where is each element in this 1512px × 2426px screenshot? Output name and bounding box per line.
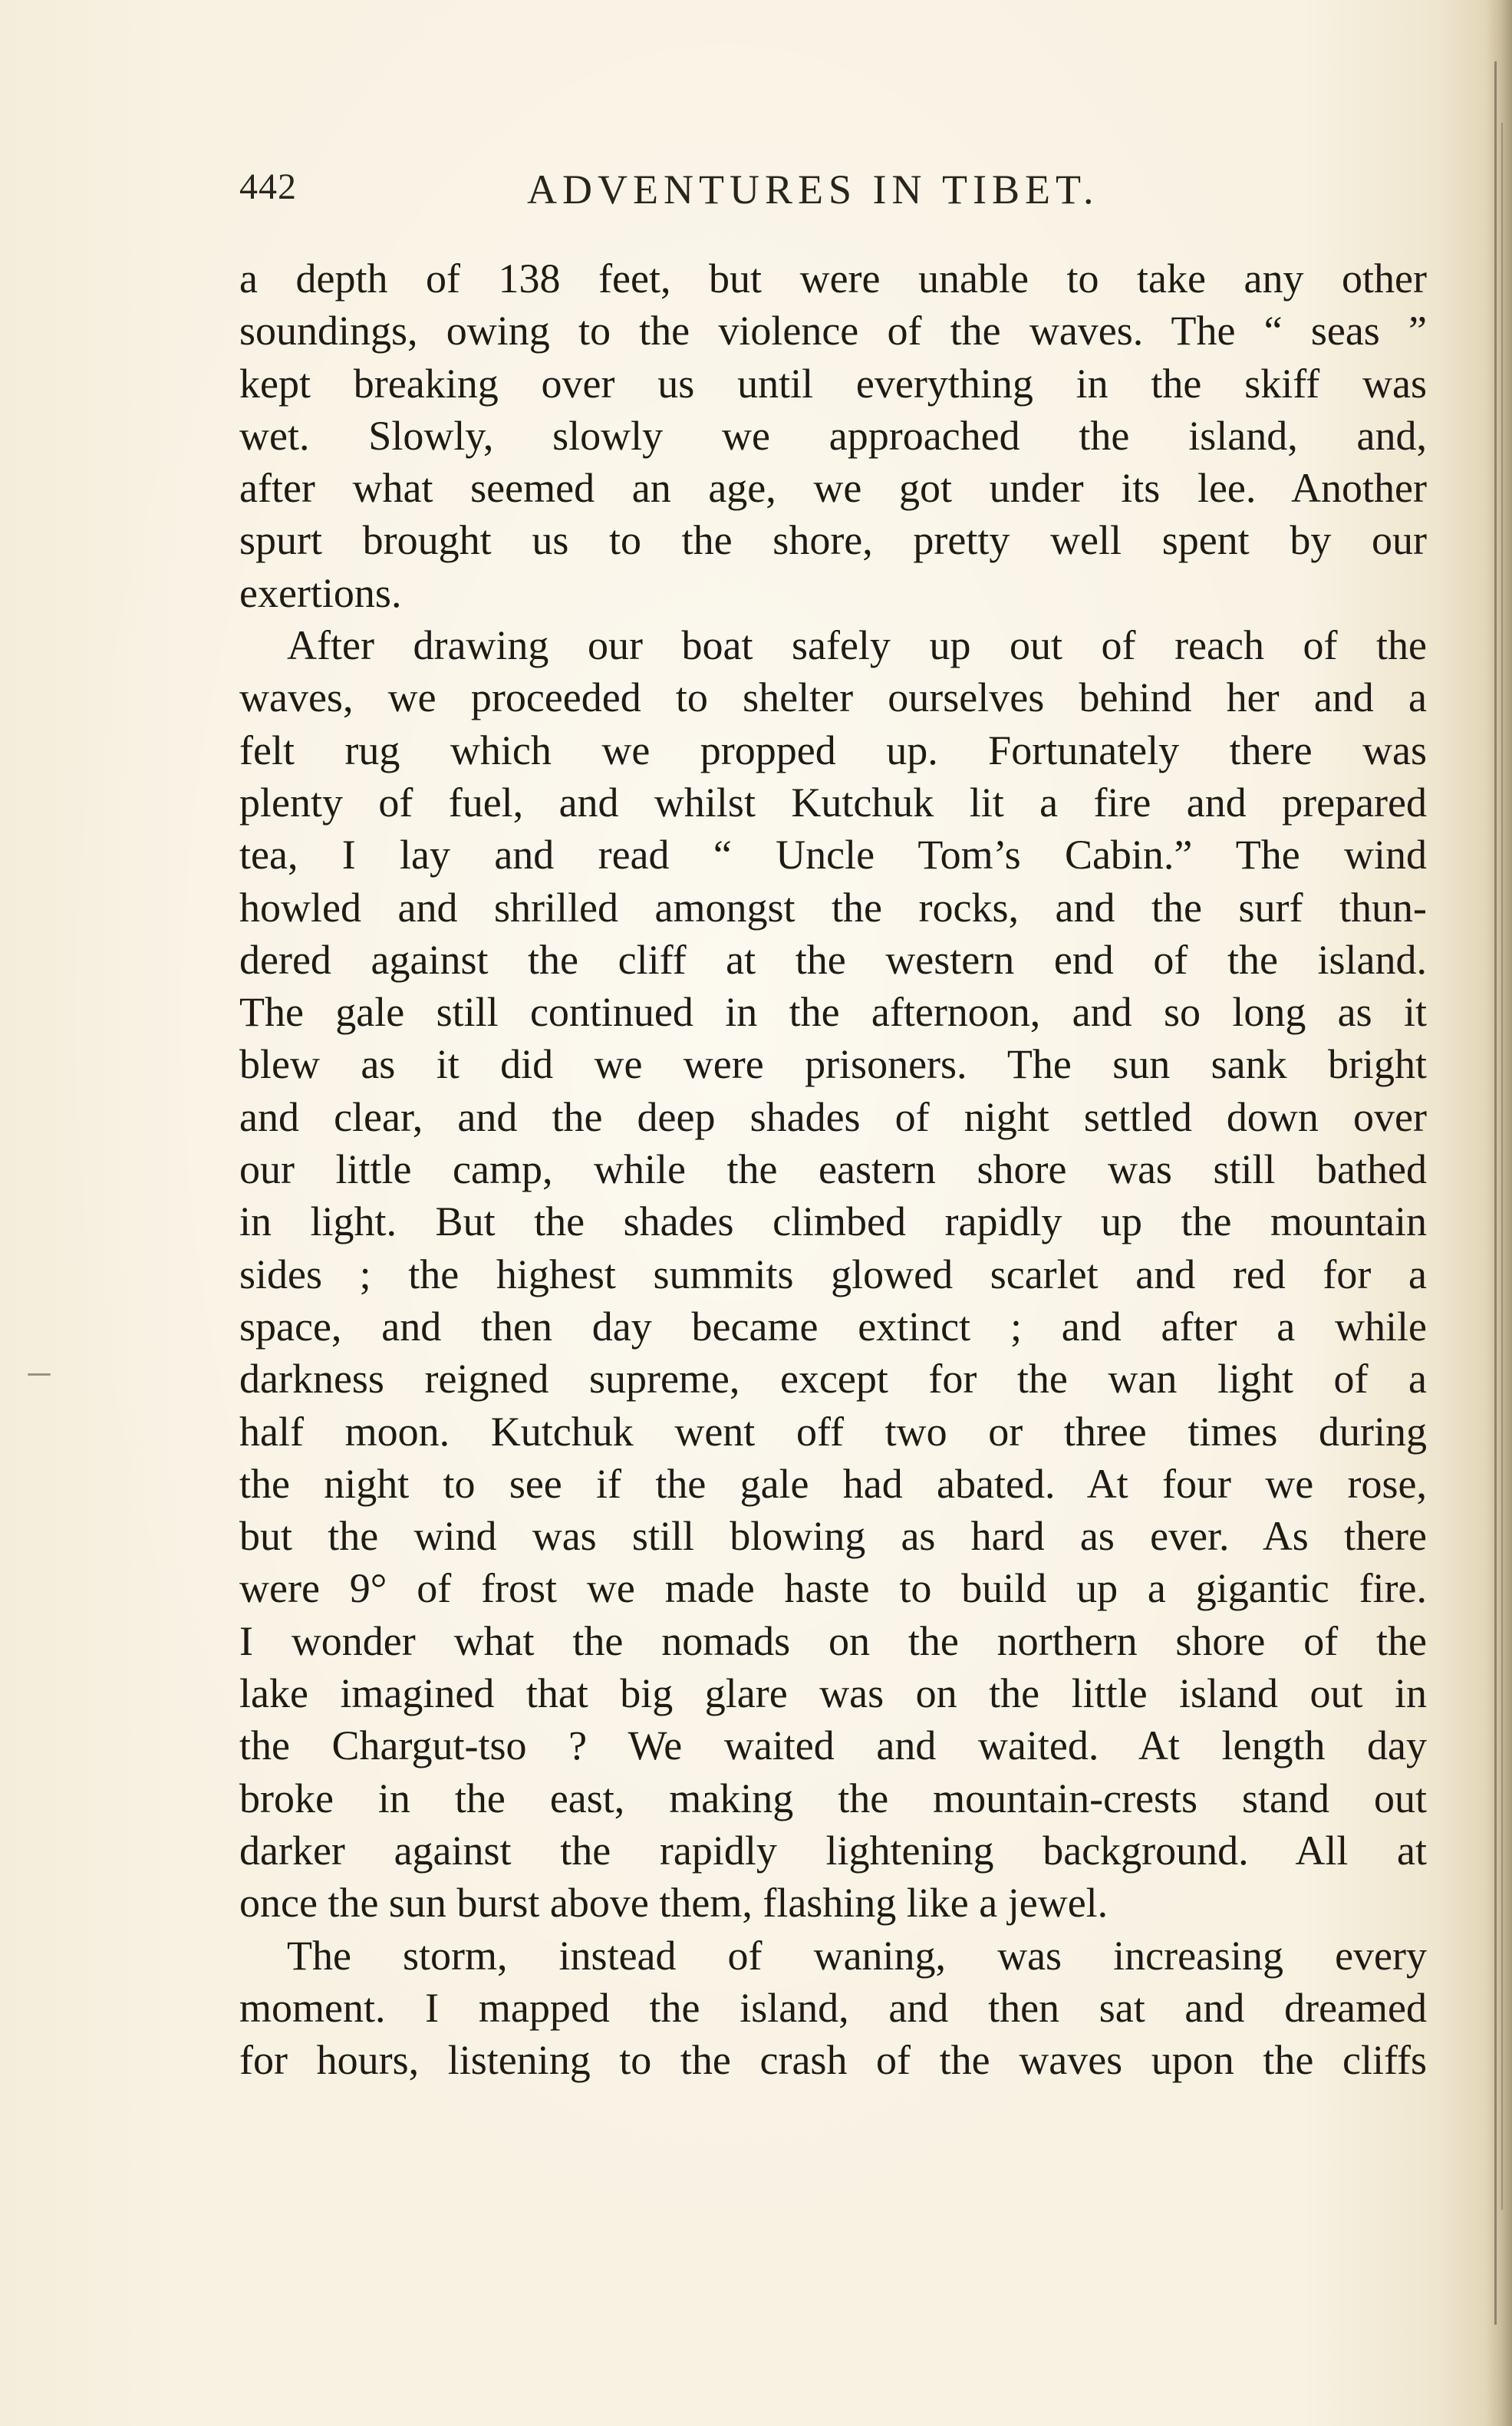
text-line: the Chargut-tso ? We waited and waited. At length day (239, 1722, 1427, 1769)
page-header (239, 166, 1427, 219)
text-line: waves, we proceeded to shelter ourselves behind her and a (239, 674, 1427, 721)
text-line: darker against the rapidly lightening background. All at (239, 1827, 1427, 1874)
text-line: in light. But the shades climbed rapidly up the mountain (239, 1198, 1427, 1245)
running-title: ADVENTURES IN TIBET. (527, 166, 1099, 213)
text-line: lake imagined that big glare was on the little island out in (239, 1670, 1427, 1717)
text-line: dered against the cliff at the western end of the island. (239, 936, 1427, 983)
text-line: a depth of 138 feet, but were unable to take any other (239, 255, 1427, 302)
page-number: 442 (239, 166, 297, 207)
text-line: After drawing our boat safely up out of reach of the (287, 622, 1427, 669)
text-line: spurt brought us to the shore, pretty well spent by our (239, 517, 1427, 564)
body-text (239, 252, 1427, 2086)
text-line: The storm, instead of waning, was increasing every (287, 1932, 1427, 1979)
text-line: but the wind was still blowing as hard as ever. As there (239, 1513, 1427, 1560)
text-line: I wonder what the nomads on the northern shore of the (239, 1617, 1427, 1664)
text-line: kept breaking over us until everything in the skiff was (239, 360, 1427, 407)
text-line: for hours, listening to the crash of the waves upon the cliffs (239, 2037, 1427, 2084)
text-line: were 9° of frost we made haste to build up a gigantic fire. (239, 1565, 1427, 1612)
text-line: once the sun burst above them, flashing like a jewel. (239, 1880, 1108, 1927)
text-line: The gale still continued in the afternoon, and so long as it (239, 989, 1427, 1036)
text-line: the night to see if the gale had abated. At four we rose, (239, 1460, 1427, 1507)
text-line: and clear, and the deep shades of night settled down over (239, 1093, 1427, 1140)
text-line: howled and shrilled amongst the rocks, and the surf thun- (239, 884, 1427, 931)
text-line: darkness reigned supreme, except for the wan light of a (239, 1356, 1427, 1403)
text-line: our little camp, while the eastern shore was still bathed (239, 1146, 1427, 1193)
page-edge-shadow (1486, 0, 1512, 2426)
text-line: space, and then day became extinct ; and after a while (239, 1303, 1427, 1350)
text-line: soundings, owing to the violence of the waves. The “ seas ” (239, 308, 1427, 354)
text-line: half moon. Kutchuk went off two or three times during (239, 1408, 1427, 1455)
text-line: blew as it did we were prisoners. The sun sank bright (239, 1041, 1427, 1088)
text-line: felt rug which we propped up. Fortunately there was (239, 727, 1427, 773)
text-line: tea, I lay and read “ Uncle Tom’s Cabin.” The wind (239, 832, 1427, 878)
text-line: exertions. (239, 569, 402, 616)
text-line: sides ; the highest summits glowed scarlet and red for a (239, 1251, 1427, 1297)
text-line: wet. Slowly, slowly we approached the island, and, (239, 412, 1427, 459)
text-line: after what seemed an age, we got under its lee. Another (239, 465, 1427, 512)
text-line: moment. I mapped the island, and then sat and dreamed (239, 1984, 1427, 2031)
margin-pencil-mark (28, 1373, 51, 1376)
text-line: plenty of fuel, and whilst Kutchuk lit a fire and prepared (239, 779, 1427, 826)
text-line: broke in the east, making the mountain-crests stand out (239, 1775, 1427, 1821)
